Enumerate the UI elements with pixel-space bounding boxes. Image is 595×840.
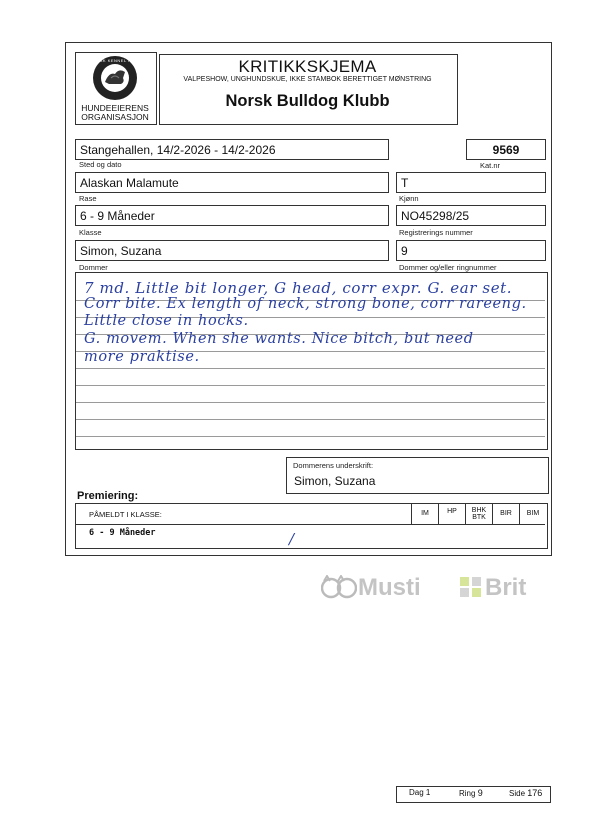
premiering-class-value: 6 - 9 Måneder	[89, 528, 156, 538]
premiering-col-bir: BIR	[492, 504, 519, 524]
judge-field[interactable]: Simon, Suzana	[75, 240, 389, 261]
sex-field[interactable]: T	[396, 172, 546, 193]
critique-line: Corr bite. Ex length of neck, strong bone, corr rareeng.	[84, 296, 527, 312]
class-header: PÅMELDT I KLASSE:	[89, 510, 162, 519]
critique-line: Little close in hocks.	[84, 313, 249, 329]
ruled-line	[76, 385, 545, 386]
breed-field[interactable]: Alaskan Malamute	[75, 172, 389, 193]
judge-label: Dommer	[79, 263, 108, 272]
premiering-col-bhk-btk: BHK BTK	[465, 504, 492, 524]
ring-field[interactable]: 9	[396, 240, 546, 261]
premiering-col-bim: BIM	[519, 504, 546, 524]
club-name: Norsk Bulldog Klubb	[225, 92, 390, 110]
breed-label: Rase	[79, 194, 97, 203]
brit-logo-text: Brit	[485, 574, 527, 601]
critique-line: 7 md. Little bit longer, G head, corr expr. G. ear set.	[84, 279, 513, 297]
form-title: KRITIKKSKJEMA	[238, 57, 377, 76]
reg-nr-label: Registrerings nummer	[399, 228, 473, 237]
premiering-col-im: IM	[411, 504, 438, 524]
musti-logo-text: Musti	[358, 574, 421, 601]
premiering-title: Premiering:	[77, 490, 139, 502]
cat-nr-label: Kat.nr	[480, 161, 501, 170]
musti-logo-icon	[321, 575, 357, 599]
signature-label: Dommerens underskrift:	[293, 461, 374, 470]
footer-side: Side 176	[509, 788, 543, 798]
org-label-line2: ORGANISASJON	[81, 112, 149, 122]
ruled-line	[76, 419, 545, 420]
venue-label: Sted og dato	[79, 160, 122, 169]
logo-ring-text: NORSK KENNEL KLUB	[89, 58, 141, 63]
premiering-mark: /	[289, 530, 295, 548]
premiering-col-hp: HP	[438, 504, 465, 524]
ring-label: Dommer og/eller ringnummer	[399, 263, 497, 272]
premiering-divider	[76, 524, 545, 525]
ruled-line	[76, 436, 545, 437]
signature-value: Simon, Suzana	[294, 474, 376, 488]
footer-dag: Dag 1	[409, 788, 431, 797]
ruled-line	[76, 402, 545, 403]
sex-label: Kjønn	[399, 194, 419, 203]
cat-nr-field[interactable]: 9569	[466, 139, 546, 160]
critique-line: G. movem. When she wants. Nice bitch, but need	[84, 331, 474, 347]
class-label: Klasse	[79, 228, 102, 237]
venue-field[interactable]: Stangehallen, 14/2-2026 - 14/2-2026	[75, 139, 389, 160]
org-label-line1: HUNDEEIERENS	[81, 103, 149, 113]
footer-ring: Ring 9	[459, 788, 483, 798]
form-subtitle: VALPESHOW, UNGHUNDSKUE, IKKE STAMBOK BERETTIGET MØNSTRING	[183, 76, 432, 83]
critique-line: more praktise.	[84, 349, 200, 365]
ruled-line	[76, 368, 545, 369]
brit-logo-icon	[459, 576, 483, 598]
class-field[interactable]: 6 - 9 Måneder	[75, 205, 389, 226]
reg-nr-field[interactable]: NO45298/25	[396, 205, 546, 226]
